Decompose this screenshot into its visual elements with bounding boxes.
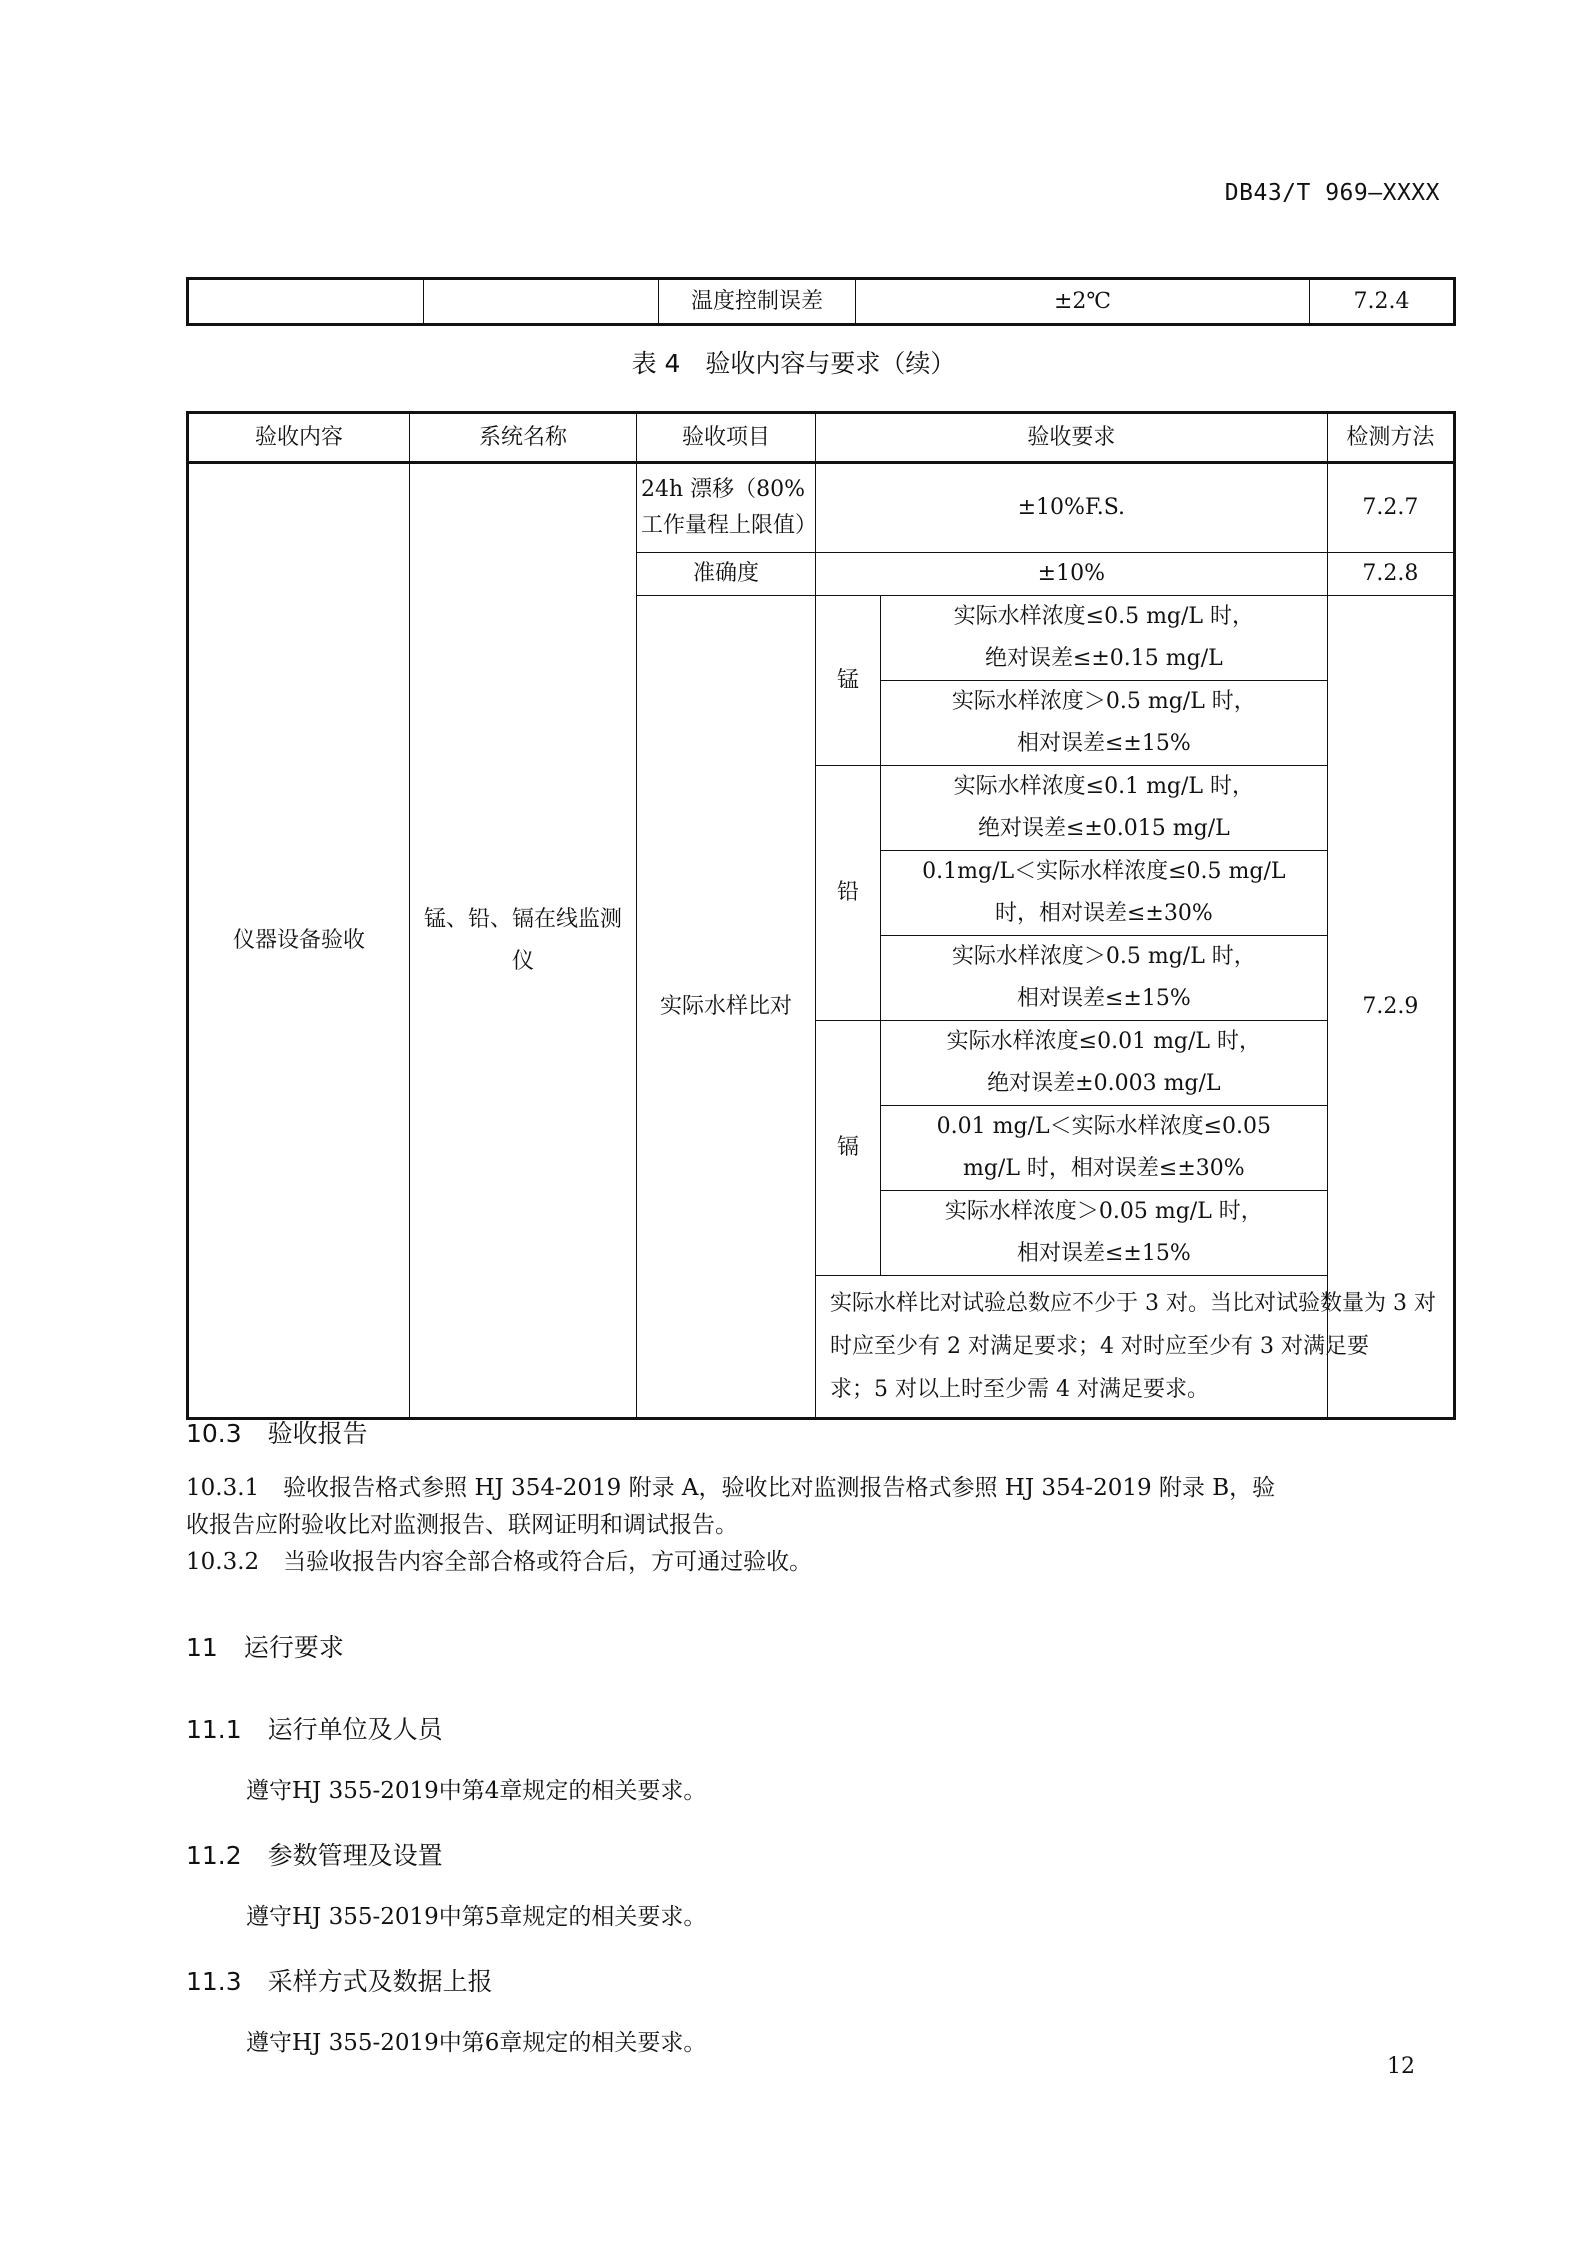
section-heading [186,1710,443,1746]
previous-table-fragment [186,277,1456,326]
item-cell: 准确度 [637,553,816,596]
clause-number: 10.3.2 [186,1549,260,1575]
header-content: 验收内容 [188,413,410,463]
req-line: 绝对误差±0.003 mg/L [987,1071,1221,1096]
section-number: 11 [186,1633,218,1662]
requirement-cell [881,1106,1328,1191]
section-heading [186,1962,493,1998]
section-heading [186,1628,344,1664]
system-cell: 锰、铅、镉在线监测仪 [410,463,637,1419]
req-line: 0.01 mg/L＜实际水样浓度≤0.05 [936,1114,1272,1139]
clause-text: 当验收报告内容全部合格或符合后，方可通过验收。 [283,1549,813,1575]
requirement-cell [881,681,1328,766]
section-number: 10.3 [186,1419,242,1448]
paragraph: 遵守HJ 355-2019中第5章规定的相关要求。 [246,1904,707,1930]
document-code: DB43/T 969—XXXX [1224,180,1440,206]
clause-text: 验收报告格式参照 HJ 354-2019 附录 A，验收比对监测报告格式参照 HJ 354-2019 附录 B，验 [283,1475,1276,1501]
table-header-row [188,413,1455,463]
acceptance-table [186,411,1456,1420]
requirement-cell: ±10% [816,553,1328,596]
content-cell: 仪器设备验收 [188,463,410,1419]
req-line: 实际水样浓度≤0.5 mg/L 时， [953,604,1255,629]
note-line: 实际水样比对试验总数应不少于 3 对。当比对试验数量为 3 对时应至少有 2 对满足要求；4 对时应至少有 3 对满足要 [830,1291,1436,1359]
req-line: 实际水样浓度＞0.5 mg/L 时， [951,944,1256,969]
paragraph [186,1470,1456,1581]
req-line: 相对误差≤±15% [1016,986,1191,1011]
section-title: 验收报告 [267,1419,368,1448]
metal-cd-cell: 镉 [816,1021,881,1276]
section-number: 11.2 [186,1841,242,1870]
requirement-cell [881,766,1328,851]
table-caption: 表 4 验收内容与要求（续） [631,349,956,378]
req-line: 时，相对误差≤±30% [994,901,1213,926]
requirement-cell [881,936,1328,1021]
requirement-cell [881,1191,1328,1276]
section-heading [186,1414,368,1450]
req-line: 绝对误差≤±0.15 mg/L [984,646,1223,671]
compare-method-cell: 7.2.9 [1327,596,1454,1419]
paragraph: 遵守HJ 355-2019中第4章规定的相关要求。 [246,1778,707,1804]
empty-cell [424,279,659,325]
empty-cell [188,279,424,325]
requirement-cell: ±10%F.S. [816,463,1328,553]
header-method: 检测方法 [1327,413,1454,463]
req-line: 实际水样浓度≤0.1 mg/L 时， [953,774,1255,799]
item-cell: 温度控制误差 [659,279,856,325]
paragraph-line [186,1544,1456,1581]
page-number: 12 [1387,2054,1415,2079]
req-line: 实际水样浓度＞0.05 mg/L 时， [944,1199,1263,1224]
section-title: 参数管理及设置 [267,1841,443,1870]
requirement-cell: ±2℃ [856,279,1310,325]
req-line: 实际水样浓度＞0.5 mg/L 时， [951,689,1256,714]
note-line: 求；5 对以上时至少需 4 对满足要求。 [830,1377,1209,1402]
table-note [816,1276,1455,1419]
section-title: 运行单位及人员 [267,1715,443,1744]
table-row [188,463,1455,553]
metal-pb-cell: 铅 [816,766,881,1021]
paragraph-line: 收报告应附验收比对监测报告、联网证明和调试报告。 [186,1512,738,1538]
req-line: mg/L 时，相对误差≤±30% [962,1156,1245,1181]
section-number: 11.3 [186,1967,242,1996]
header-item: 验收项目 [637,413,816,463]
method-cell: 7.2.7 [1327,463,1454,553]
table-row [188,279,1455,325]
requirement-cell [881,596,1328,681]
section-title: 采样方式及数据上报 [267,1967,493,1996]
paragraph: 遵守HJ 355-2019中第6章规定的相关要求。 [246,2030,707,2056]
section-number: 11.1 [186,1715,242,1744]
section-title: 运行要求 [243,1633,344,1662]
paragraph-line [186,1470,1456,1507]
section-heading [186,1836,443,1872]
item-cell: 24h 漂移（80%工作量程上限值） [637,463,816,553]
requirement-cell [881,1021,1328,1106]
req-line: 相对误差≤±15% [1016,1241,1191,1266]
requirement-cell [881,851,1328,936]
clause-number: 10.3.1 [186,1475,260,1501]
metal-mn-cell: 锰 [816,596,881,766]
compare-item-cell: 实际水样比对 [637,596,816,1419]
method-cell: 7.2.8 [1327,553,1454,596]
req-line: 0.1mg/L＜实际水样浓度≤0.5 mg/L [922,859,1286,884]
req-line: 实际水样浓度≤0.01 mg/L 时， [946,1029,1262,1054]
header-requirement: 验收要求 [816,413,1328,463]
header-system: 系统名称 [410,413,637,463]
method-cell: 7.2.4 [1310,279,1455,325]
req-line: 相对误差≤±15% [1016,731,1191,756]
req-line: 绝对误差≤±0.015 mg/L [977,816,1230,841]
